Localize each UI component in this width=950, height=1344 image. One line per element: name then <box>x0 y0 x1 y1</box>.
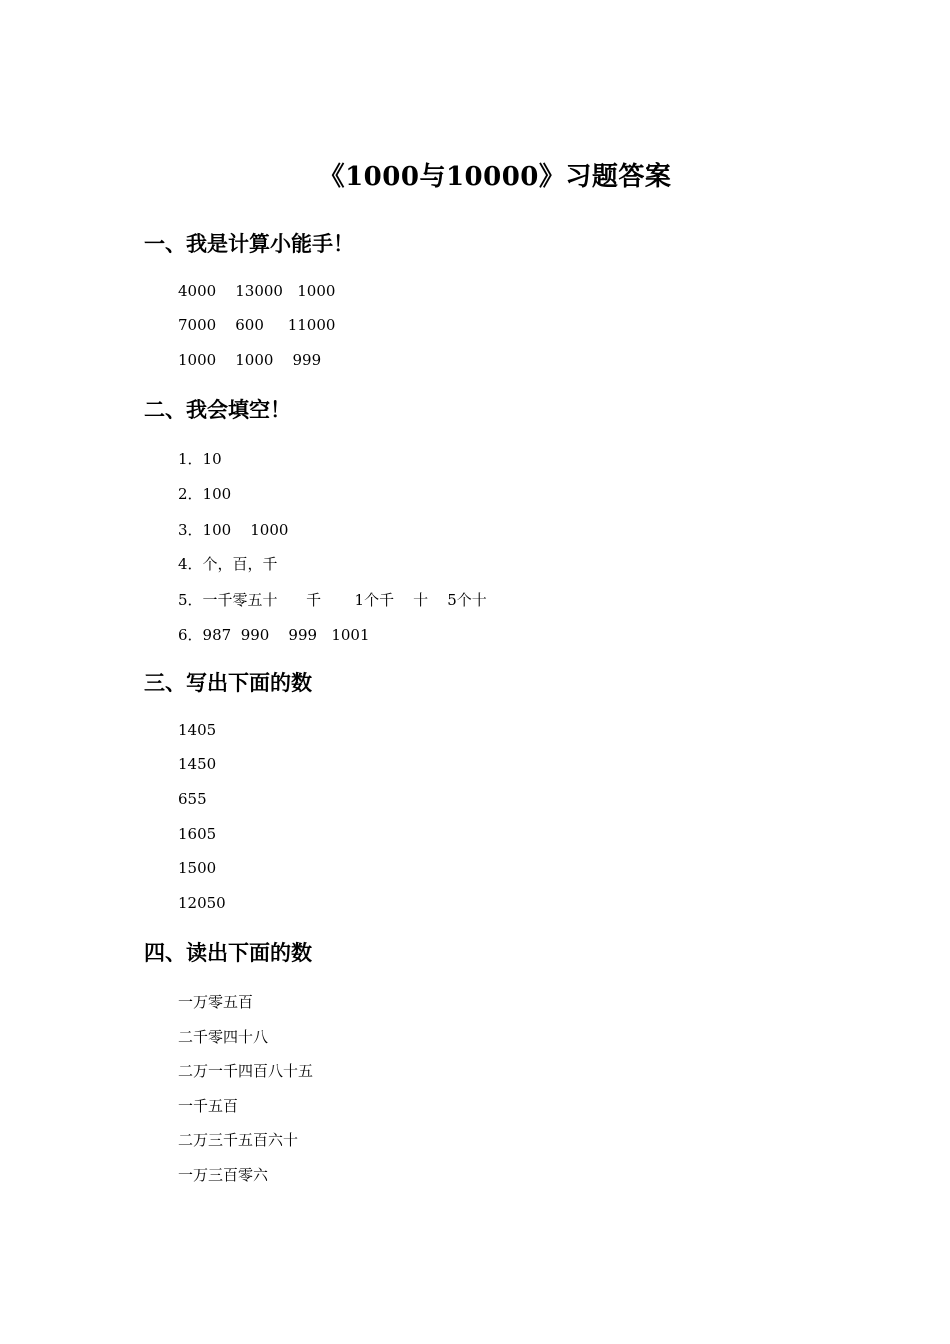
answer-line: 1000 1000 999 <box>178 351 322 369</box>
answer-line: 二万一千四百八十五 <box>178 1062 314 1080</box>
answer-line: 一万零五百 <box>178 993 254 1011</box>
section-heading-fill-blank: 二、我会填空！ <box>144 397 291 422</box>
answer-line: 5．一千零五十 千 1个千 十 5个十 <box>178 591 487 609</box>
answer-line: 2．100 <box>178 485 232 503</box>
answer-line: 一千五百 <box>178 1097 239 1115</box>
answer-line: 一万三百零六 <box>178 1166 269 1184</box>
answer-line: 1500 <box>178 859 217 877</box>
answer-line: 3．100 1000 <box>178 521 289 539</box>
document-title: 《1000与10000》习题答案 <box>318 162 672 192</box>
answer-line: 二千零四十八 <box>178 1028 269 1046</box>
answer-line: 4000 13000 1000 <box>178 282 336 300</box>
answer-line: 655 <box>178 790 207 808</box>
answer-line: 1．10 <box>178 450 222 468</box>
answer-line: 1605 <box>178 825 217 843</box>
answer-line: 1405 <box>178 721 217 739</box>
answer-line: 1450 <box>178 755 217 773</box>
section-heading-read-numbers: 四、读出下面的数 <box>144 940 312 965</box>
answer-line: 4．个，百，千 <box>178 555 278 573</box>
answer-line: 12050 <box>178 894 226 912</box>
answer-line: 二万三千五百六十 <box>178 1131 299 1149</box>
answer-line: 6．987 990 999 1001 <box>178 626 370 644</box>
section-heading-calculation: 一、我是计算小能手！ <box>144 231 354 256</box>
section-heading-write-numbers: 三、写出下面的数 <box>144 670 312 695</box>
answer-line: 7000 600 11000 <box>178 316 336 334</box>
